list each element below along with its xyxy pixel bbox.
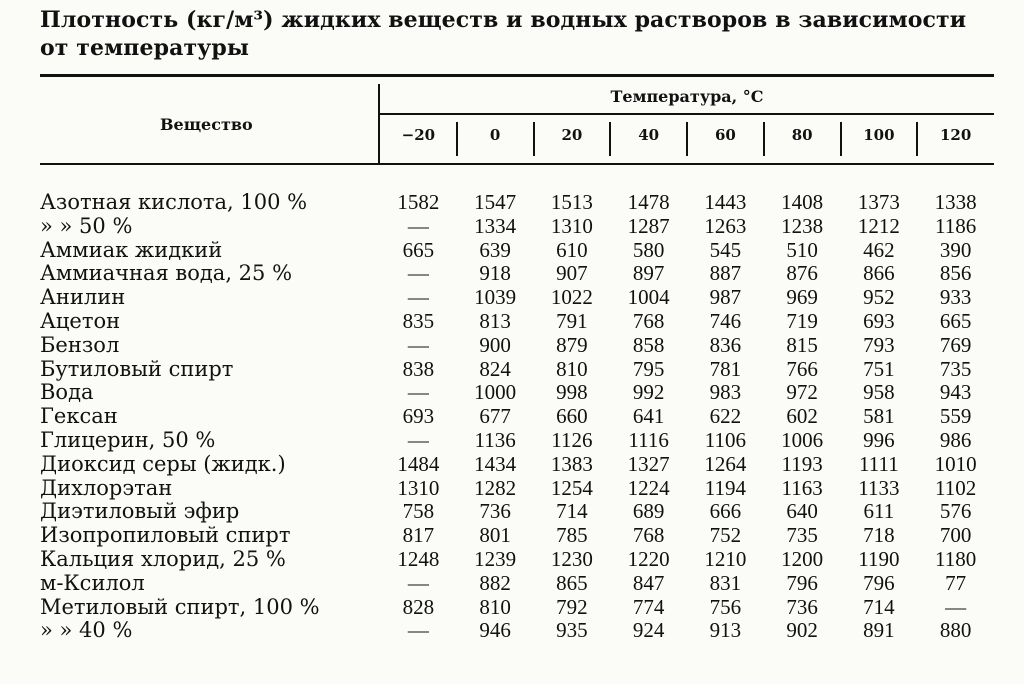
table-top-rule xyxy=(40,74,994,77)
substance-name: Анилин xyxy=(40,285,126,310)
substance-name: » » 50 % xyxy=(40,213,133,238)
density-value: 865 xyxy=(556,570,588,595)
density-value: 801 xyxy=(479,523,511,548)
density-value: 1006 xyxy=(781,428,824,452)
substance-name: Гексан xyxy=(40,404,118,429)
density-value: 77 xyxy=(945,570,967,595)
density-value: 882 xyxy=(479,570,511,595)
table-row xyxy=(0,452,1024,476)
density-value: 781 xyxy=(709,356,742,381)
density-value: 1408 xyxy=(781,190,824,214)
substance-name: Ацетон xyxy=(40,309,121,333)
density-value: 1513 xyxy=(550,190,593,214)
density-value: 1287 xyxy=(627,213,670,238)
density-value: 639 xyxy=(479,237,511,262)
substance-name: м-Ксилол xyxy=(40,570,145,595)
substance-name: Глицерин, 50 % xyxy=(40,428,216,452)
density-value: 1212 xyxy=(857,213,900,238)
density-value: 714 xyxy=(863,594,895,619)
density-value: 766 xyxy=(786,356,818,381)
table-row xyxy=(0,214,1024,238)
table-row xyxy=(0,190,1024,214)
density-value: 972 xyxy=(786,380,818,405)
density-value: 943 xyxy=(939,380,972,405)
density-value: 815 xyxy=(786,332,818,357)
density-value: 795 xyxy=(632,356,665,381)
table-row xyxy=(0,476,1024,500)
density-value: 791 xyxy=(556,309,588,333)
density-value: 1106 xyxy=(704,428,746,452)
density-value: — xyxy=(407,332,429,357)
table-row xyxy=(0,404,1024,428)
density-value: 933 xyxy=(939,285,972,310)
table-row xyxy=(0,261,1024,285)
density-value: 693 xyxy=(863,309,895,333)
density-value: 580 xyxy=(632,237,665,262)
density-value: 813 xyxy=(479,309,511,333)
substance-name: Аммиачная вода, 25 % xyxy=(40,261,293,286)
density-value: 876 xyxy=(786,261,818,286)
density-value: 902 xyxy=(786,618,818,643)
temperature-column-divider xyxy=(456,122,458,156)
density-value: 641 xyxy=(632,404,665,429)
density-value: — xyxy=(945,594,967,619)
temperature-column-header: 100 xyxy=(863,126,895,144)
density-value: 736 xyxy=(786,594,818,619)
temperature-column-divider xyxy=(686,122,688,156)
density-value: 958 xyxy=(863,380,895,405)
density-value: 879 xyxy=(556,332,588,357)
density-value: 660 xyxy=(556,404,588,429)
density-value: 1193 xyxy=(781,451,823,476)
density-value: 1239 xyxy=(474,547,517,571)
density-value: 1478 xyxy=(627,190,670,214)
density-value: 1263 xyxy=(704,213,747,238)
temperature-column-divider xyxy=(916,122,918,156)
density-value: 856 xyxy=(939,261,972,286)
density-value: 1190 xyxy=(858,547,900,571)
density-value: 689 xyxy=(632,499,665,524)
substance-name: Вода xyxy=(40,380,94,405)
density-value: 793 xyxy=(863,332,895,357)
density-value: 810 xyxy=(479,594,511,619)
density-value: 576 xyxy=(939,499,972,524)
temperature-column-header: −20 xyxy=(401,126,436,144)
density-value: 602 xyxy=(786,404,818,429)
temperature-underline xyxy=(380,113,994,115)
density-value: 935 xyxy=(556,618,588,643)
density-value: 622 xyxy=(709,404,742,429)
density-value: 1194 xyxy=(704,475,746,500)
density-value: 1133 xyxy=(858,475,900,500)
density-value: 810 xyxy=(556,356,588,381)
table-row xyxy=(0,238,1024,262)
table-row xyxy=(0,618,1024,642)
density-value: 835 xyxy=(402,309,435,333)
density-value: — xyxy=(407,380,429,405)
density-value: 1200 xyxy=(781,547,824,571)
density-value: 1000 xyxy=(474,380,517,405)
density-value: 1310 xyxy=(397,475,440,500)
density-value: 1136 xyxy=(474,428,516,452)
substance-name: Аммиак жидкий xyxy=(40,237,223,262)
density-value: 1010 xyxy=(934,451,977,476)
density-value: 897 xyxy=(632,261,665,286)
density-value: 1434 xyxy=(474,451,517,476)
density-value: 828 xyxy=(402,594,435,619)
temperature-column-header: 20 xyxy=(561,126,583,144)
density-value: 880 xyxy=(939,618,972,643)
page-title: Плотность (кг/м³) жидких веществ и водных растворов в зависимости от температуры xyxy=(40,7,967,61)
density-value: 758 xyxy=(402,499,435,524)
density-value: 693 xyxy=(402,404,435,429)
density-value: 817 xyxy=(402,523,435,548)
density-value: 665 xyxy=(939,309,972,333)
table-row xyxy=(0,333,1024,357)
density-value: — xyxy=(407,428,429,452)
substance-name: Азотная кислота, 100 % xyxy=(40,190,308,214)
density-value: 718 xyxy=(863,523,895,548)
density-value: 824 xyxy=(479,356,511,381)
density-value: 1102 xyxy=(935,475,977,500)
density-value: 768 xyxy=(632,523,665,548)
table-row xyxy=(0,571,1024,595)
table-row xyxy=(0,499,1024,523)
density-value: 714 xyxy=(556,499,588,524)
density-value: — xyxy=(407,213,429,238)
density-value: 983 xyxy=(709,380,742,405)
density-value: 836 xyxy=(709,332,742,357)
density-value: 1230 xyxy=(550,547,593,571)
density-value: 992 xyxy=(632,380,665,405)
density-value: 1254 xyxy=(550,475,593,500)
temperature-column-header: 80 xyxy=(791,126,813,144)
density-value: 887 xyxy=(709,261,742,286)
density-value: 1186 xyxy=(935,213,977,238)
substance-name: Диэтиловый эфир xyxy=(40,499,240,524)
density-value: 719 xyxy=(786,309,818,333)
density-value: 866 xyxy=(863,261,895,286)
density-value: 666 xyxy=(709,499,742,524)
temperature-column-divider xyxy=(840,122,842,156)
density-value: 987 xyxy=(709,285,742,310)
density-value: 610 xyxy=(556,237,588,262)
density-value: 1111 xyxy=(859,451,899,476)
density-value: 1224 xyxy=(627,475,670,500)
density-value: 390 xyxy=(939,237,972,262)
density-value: 1310 xyxy=(550,213,593,238)
density-value: 1004 xyxy=(627,285,670,310)
density-value: 1334 xyxy=(474,213,517,238)
density-value: 735 xyxy=(939,356,972,381)
substance-name: » » 40 % xyxy=(40,618,133,643)
density-value: 1238 xyxy=(781,213,824,238)
density-value: 1373 xyxy=(857,190,900,214)
density-value: 640 xyxy=(786,499,818,524)
density-value: 986 xyxy=(939,428,972,452)
substance-name: Бутиловый спирт xyxy=(40,356,234,381)
density-value: 545 xyxy=(709,237,742,262)
density-value: 665 xyxy=(402,237,435,262)
density-value: — xyxy=(407,261,429,286)
temperature-column-divider xyxy=(609,122,611,156)
substance-name: Изопропиловый спирт xyxy=(40,523,291,548)
density-value: 785 xyxy=(556,523,588,548)
temperature-column-divider xyxy=(763,122,765,156)
table-row xyxy=(0,285,1024,309)
density-value: 900 xyxy=(479,332,511,357)
density-value: 1022 xyxy=(550,285,593,310)
header-bottom-rule xyxy=(40,163,994,165)
substance-name: Кальция хлорид, 25 % xyxy=(40,547,286,571)
density-value: 996 xyxy=(863,428,895,452)
density-value: 918 xyxy=(479,261,511,286)
density-value: 1547 xyxy=(474,190,517,214)
density-value: — xyxy=(407,570,429,595)
density-value: 677 xyxy=(479,404,511,429)
density-value: 792 xyxy=(556,594,588,619)
table-row xyxy=(0,595,1024,619)
density-value: 858 xyxy=(632,332,665,357)
temperature-column-divider xyxy=(533,122,535,156)
density-value: 847 xyxy=(632,570,665,595)
density-value: 1126 xyxy=(551,428,593,452)
density-value: 700 xyxy=(939,523,972,548)
temperature-column-header: 60 xyxy=(714,126,736,144)
table-row xyxy=(0,523,1024,547)
substance-header: Вещество xyxy=(160,115,253,134)
density-value: 796 xyxy=(786,570,818,595)
substance-name: Бензол xyxy=(40,332,120,357)
density-value: 769 xyxy=(939,332,972,357)
density-value: 838 xyxy=(402,356,435,381)
density-value: 1180 xyxy=(935,547,977,571)
density-value: 1383 xyxy=(550,451,593,476)
density-value: 952 xyxy=(863,285,895,310)
density-value: 1210 xyxy=(704,547,747,571)
temperature-column-header: 40 xyxy=(638,126,660,144)
density-value: 581 xyxy=(863,404,895,429)
density-value: 774 xyxy=(632,594,665,619)
density-value: 1327 xyxy=(627,451,670,476)
density-value: 1264 xyxy=(704,451,747,476)
density-value: 510 xyxy=(786,237,818,262)
density-value: 946 xyxy=(479,618,511,643)
density-value: 998 xyxy=(556,380,588,405)
density-value: 891 xyxy=(863,618,895,643)
density-value: 1338 xyxy=(934,190,977,214)
density-value: 831 xyxy=(709,570,742,595)
temperature-column-header: 120 xyxy=(939,126,972,144)
table-row xyxy=(0,547,1024,571)
density-value: 1039 xyxy=(474,285,517,310)
density-value: 1248 xyxy=(397,547,440,571)
density-value: — xyxy=(407,618,429,643)
density-value: 752 xyxy=(709,523,742,548)
density-value: 462 xyxy=(863,237,895,262)
density-value: 907 xyxy=(556,261,588,286)
density-value: 735 xyxy=(786,523,818,548)
density-value: 1163 xyxy=(781,475,823,500)
substance-name: Диоксид серы (жидк.) xyxy=(40,451,286,476)
density-value: 768 xyxy=(632,309,665,333)
temperature-header: Температура, °С xyxy=(610,87,764,106)
density-value: 913 xyxy=(709,618,742,643)
density-value: 1484 xyxy=(397,451,440,476)
density-value: — xyxy=(407,285,429,310)
table-row xyxy=(0,428,1024,452)
density-value: 1220 xyxy=(627,547,670,571)
density-value: 1582 xyxy=(397,190,440,214)
density-value: 751 xyxy=(863,356,895,381)
density-value: 1116 xyxy=(628,428,669,452)
density-value: 1282 xyxy=(474,475,517,500)
table-row xyxy=(0,380,1024,404)
density-value: 796 xyxy=(863,570,895,595)
density-value: 559 xyxy=(939,404,972,429)
density-value: 924 xyxy=(632,618,665,643)
density-value: 611 xyxy=(863,499,895,524)
substance-name: Дихлорэтан xyxy=(40,475,173,500)
table-row xyxy=(0,357,1024,381)
density-value: 746 xyxy=(709,309,742,333)
density-value: 756 xyxy=(709,594,742,619)
table-row xyxy=(0,309,1024,333)
temperature-column-header: 0 xyxy=(489,126,501,144)
density-value: 736 xyxy=(479,499,511,524)
substance-name: Метиловый спирт, 100 % xyxy=(40,594,320,619)
density-value: 1443 xyxy=(704,190,747,214)
density-value: 969 xyxy=(786,285,818,310)
